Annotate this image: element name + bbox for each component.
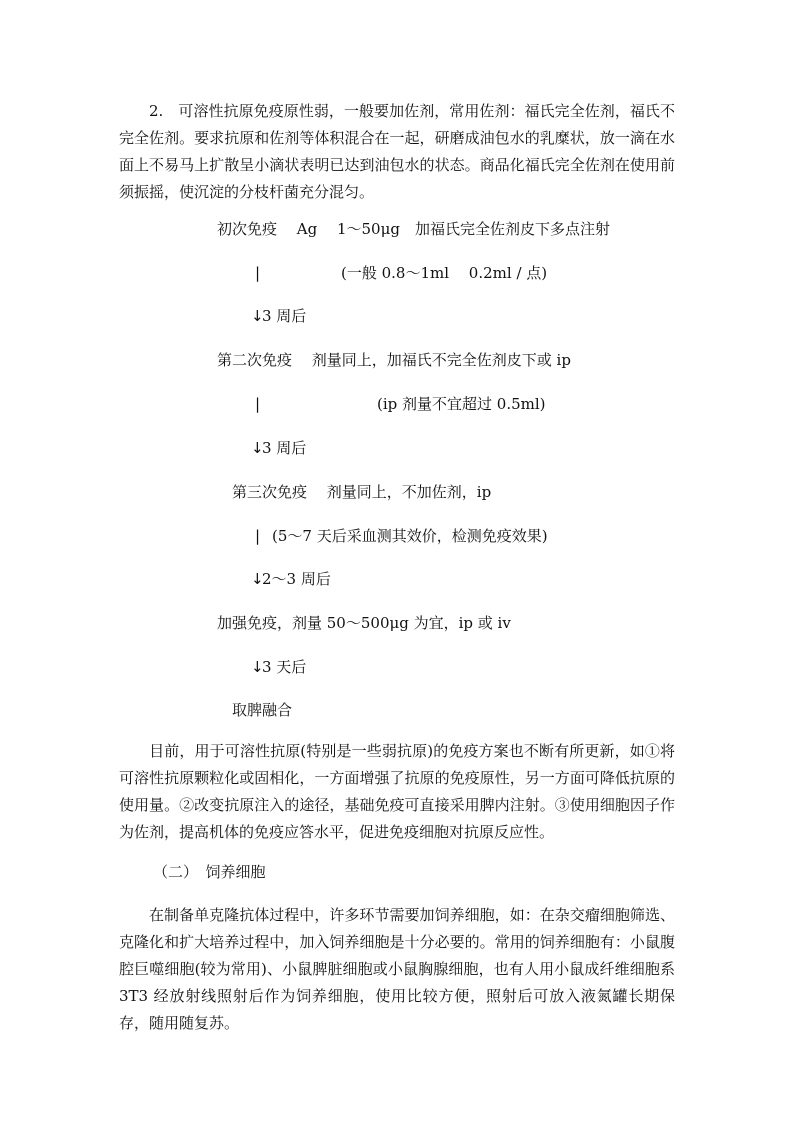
down-arrow-icon: ↓ <box>251 439 264 457</box>
paragraph-current-schemes-text: 目前，用于可溶性抗原(特别是一些弱抗原)的免疫方案也不断有所更新，如①将可溶性抗原颗粒化或固相化，一方面增强了抗原的免疫原性，另一方面可降低抗原的使用量。②改变抗原注入的途径，基础免疫可直接采用脾内注射。③使用细胞因子作为佐剂，提高机体的免疫应答水平，促进免疫细胞对抗原反应性。 <box>119 742 675 841</box>
protocol-step-fusion: 取脾融合 <box>232 701 293 719</box>
protocol-interval-4: 3 天后 <box>262 658 307 676</box>
connector-line: | <box>255 527 261 545</box>
protocol-note-1: (一般 0.8～1ml 0.2ml / 点) <box>341 264 548 282</box>
paragraph-adjuvant <box>119 98 675 206</box>
protocol-step-primary: 初次免疫 Ag 1～50μg 加福氏完全佐剂皮下多点注射 <box>217 220 610 238</box>
protocol-note-2: (ip 剂量不宜超过 0.5ml) <box>377 395 546 413</box>
paragraph-current-schemes <box>119 738 675 846</box>
down-arrow-icon: ↓ <box>251 570 264 588</box>
down-arrow-icon: ↓ <box>251 658 264 676</box>
protocol-note-3: (5～7 天后采血测其效价，检测免疫效果) <box>272 527 548 545</box>
section-heading: （二） 饲养细胞 <box>153 863 266 881</box>
protocol-step-boost: 加强免疫，剂量 50～500μg 为宜，ip 或 iv <box>217 614 511 632</box>
down-arrow-icon: ↓ <box>251 307 264 325</box>
protocol-interval-1: 3 周后 <box>262 307 307 325</box>
paragraph-feeder-cells-text: 在制备单克隆抗体过程中，许多环节需要加饲养细胞，如：在杂交瘤细胞筛选、克隆化和扩大培养过程中，加入饲养细胞是十分必要的。常用的饲养细胞有：小鼠腹腔巨噬细胞(较为常用)、小鼠脾脏细胞或小鼠胸腺细胞，也有人用小鼠成纤维细胞系 3T3 经放射线照射后作为饲养细胞，使用比较方便，照射后可放入液氮罐长期保存，随用随复苏。 <box>119 906 675 1032</box>
protocol-interval-3: 2～3 周后 <box>262 570 331 588</box>
paragraph-feeder-cells <box>119 902 675 1037</box>
protocol-step-second: 第二次免疫 剂量同上，加福氏不完全佐剂皮下或 ip <box>217 351 571 369</box>
paragraph-adjuvant-text: 2. 可溶性抗原免疫原性弱，一般要加佐剂，常用佐剂：福氏完全佐剂，福氏不完全佐剂。要求抗原和佐剂等体积混合在一起，研磨成油包水的乳糜状，放一滴在水面上不易马上扩散呈小滴状表明已达到油包水的状态。商品化福氏完全佐剂在使用前须振摇，使沉淀的分枝杆菌充分混匀。 <box>119 102 675 201</box>
connector-line: | <box>255 395 261 413</box>
protocol-step-third: 第三次免疫 剂量同上，不加佐剂，ip <box>232 483 492 501</box>
connector-line: | <box>255 264 261 282</box>
protocol-interval-2: 3 周后 <box>262 439 307 457</box>
